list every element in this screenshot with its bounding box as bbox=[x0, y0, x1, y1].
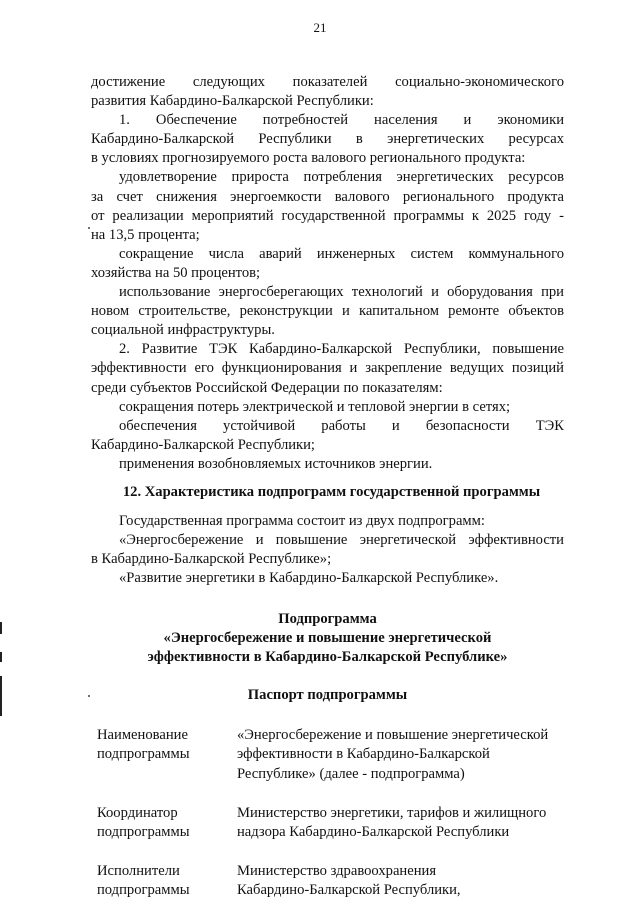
passport-row-value-line: Кабардино-Балкарской Республики, bbox=[237, 881, 461, 898]
binding-mark-2 bbox=[0, 652, 2, 662]
passport-row-name-line: подпрограммы bbox=[97, 746, 190, 763]
paragraph-line: на 13,5 процента; bbox=[91, 226, 200, 243]
passport-table bbox=[91, 726, 564, 900]
passport-row-name-line: Наименование bbox=[97, 727, 188, 744]
paragraph-line: «Энергосбережение и повышение энергетической эффективности bbox=[119, 532, 564, 549]
passport-title: Паспорт подпрограммы bbox=[247, 687, 408, 704]
passport-row-name-line: Координатор bbox=[97, 804, 178, 821]
subprogram-title: «Энергосбережение и повышение энергетической bbox=[163, 630, 492, 647]
paragraph-line: сокращение числа аварий инженерных систем коммунального bbox=[119, 245, 564, 262]
subprogram-label: Подпрограмма bbox=[278, 611, 377, 628]
document-body bbox=[91, 73, 564, 920]
paragraph-line: обеспечения устойчивой работы и безопасности ТЭК bbox=[119, 417, 564, 434]
paragraph-line: Кабардино-Балкарской Республики в энергетических ресурсах bbox=[91, 131, 564, 148]
passport-row-name-line: подпрограммы bbox=[97, 823, 190, 840]
passport-row-value-line: «Энергосбережение и повышение энергетической bbox=[237, 727, 549, 744]
section-heading: 12. Характеристика подпрограмм государственной программы bbox=[122, 483, 541, 500]
paragraph-line: социальной инфраструктуры. bbox=[91, 322, 275, 339]
paragraph-line: применения возобновляемых источников энергии. bbox=[119, 455, 433, 472]
paragraph-line: удовлетворение прироста потребления энергетических ресурсов bbox=[119, 169, 564, 186]
passport-row-value bbox=[237, 862, 564, 900]
passport-row-name-line: подпрограммы bbox=[97, 881, 190, 898]
paragraph-line: хозяйства на 50 процентов; bbox=[91, 264, 261, 281]
binding-mark-1 bbox=[0, 622, 2, 634]
paragraph-line: в Кабардино-Балкарской Республике»; bbox=[91, 551, 332, 568]
paragraph-line: 1. Обеспечение потребностей населения и экономики bbox=[119, 112, 564, 129]
paragraph-line: новом строительстве, реконструкции и капитальном ремонте объектов bbox=[91, 303, 564, 320]
subprogram-title-block bbox=[91, 610, 564, 667]
paragraph-line: Кабардино-Балкарской Республики; bbox=[91, 436, 315, 453]
binding-mark-3 bbox=[0, 676, 2, 716]
paragraph-line: Государственная программа состоит из двух подпрограмм: bbox=[119, 512, 485, 529]
paragraph-line: 2. Развитие ТЭК Кабардино-Балкарской Республики, повышение bbox=[119, 341, 564, 358]
passport-row-name bbox=[91, 726, 237, 783]
scan-dot-2 bbox=[88, 695, 90, 697]
passport-row bbox=[91, 862, 564, 900]
passport-row bbox=[91, 804, 564, 842]
paragraph-line: развития Кабардино-Балкарской Республики: bbox=[91, 93, 374, 110]
passport-row-value-line: Министерство здравоохранения bbox=[237, 862, 437, 879]
passport-row-value-line: Министерство энергетики, тарифов и жилищного bbox=[237, 804, 547, 821]
scan-dot-1 bbox=[88, 227, 90, 229]
passport-row bbox=[91, 726, 564, 783]
paragraph-line: от реализации мероприятий государственной программы к 2025 году - bbox=[91, 207, 564, 224]
passport-row-name-line: Исполнители bbox=[97, 862, 180, 879]
paragraph-line: достижение следующих показателей социально-экономического bbox=[91, 74, 564, 90]
page-number: 21 bbox=[313, 20, 327, 35]
subprogram-title: эффективности в Кабардино-Балкарской Республике» bbox=[147, 649, 508, 666]
passport-row-value bbox=[237, 726, 564, 783]
passport-row-value-line: надзора Кабардино-Балкарской Республики bbox=[237, 823, 510, 840]
passport-row-value bbox=[237, 804, 564, 842]
paragraph-line: «Развитие энергетики в Кабардино-Балкарской Республике». bbox=[119, 570, 499, 587]
passport-row-name bbox=[91, 862, 237, 900]
paragraph-line: эффективности его функционирования и закрепление ведущих позиций bbox=[91, 360, 564, 377]
passport-row-name bbox=[91, 804, 237, 842]
paragraph-line: сокращения потерь электрической и тепловой энергии в сетях; bbox=[119, 398, 511, 415]
passport-row-value-line: эффективности в Кабардино-Балкарской bbox=[237, 746, 490, 763]
paragraph-line: использование энергосберегающих технологий и оборудования при bbox=[119, 284, 564, 301]
passport-row-value-line: Республике» (далее - подпрограмма) bbox=[237, 765, 465, 782]
paragraph-line: в условиях прогнозируемого роста валового регионального продукта: bbox=[91, 150, 526, 167]
paragraph-line: за счет снижения энергоемкости валового регионального продукта bbox=[91, 188, 564, 205]
paragraph-line: среди субъектов Российской Федерации по показателям: bbox=[91, 379, 443, 396]
